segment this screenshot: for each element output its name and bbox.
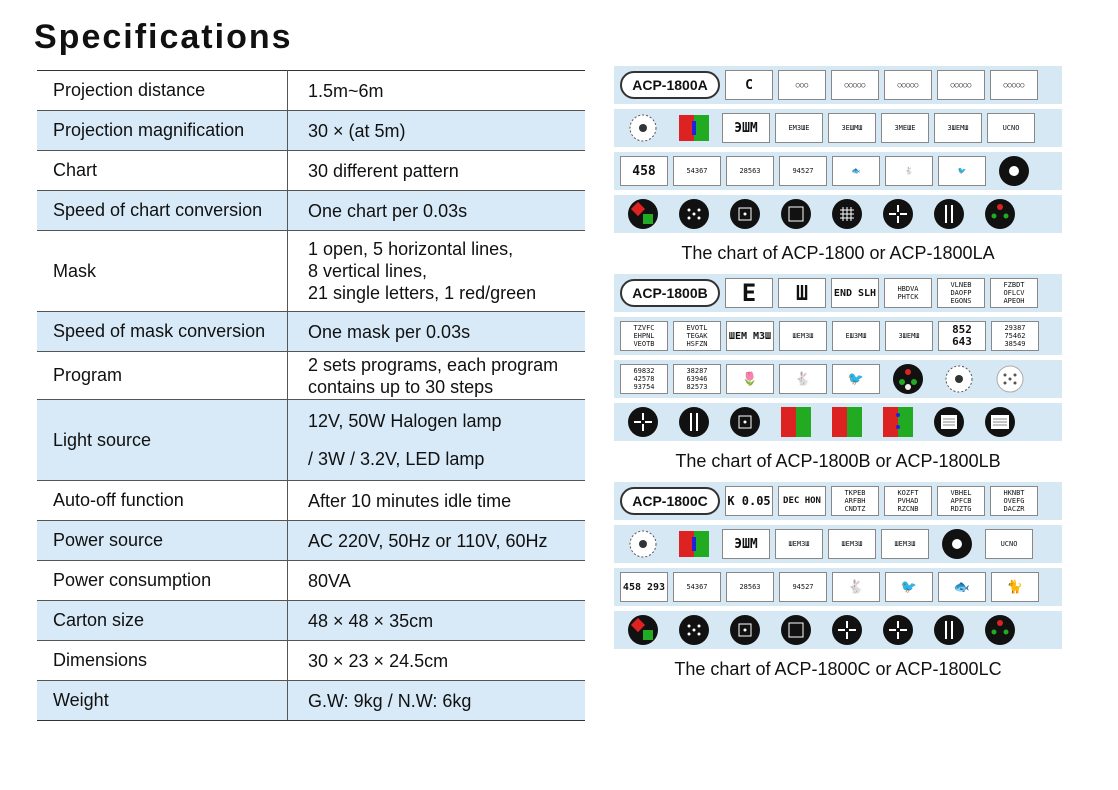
spec-value bbox=[288, 561, 586, 601]
grid-icon bbox=[830, 197, 864, 231]
spec-label: Power consumption bbox=[37, 561, 288, 601]
worth-four-dot-icon bbox=[626, 197, 660, 231]
chart-tile: 🐈 bbox=[991, 572, 1039, 602]
worth-four-dot-icon bbox=[626, 613, 660, 647]
chart-tile: ШЕМ МЗШ bbox=[726, 321, 774, 351]
spec-value-line: 2 sets programs, each program bbox=[308, 354, 559, 375]
chart-tile: 458 293 bbox=[620, 572, 668, 602]
vertical-lines-icon bbox=[677, 405, 711, 439]
spec-label: Light source bbox=[37, 400, 288, 481]
red-green-icon bbox=[830, 405, 864, 439]
mask-strip bbox=[614, 195, 1062, 233]
spec-row bbox=[37, 191, 585, 231]
spec-row bbox=[37, 561, 585, 601]
chart-tile: 🐟 bbox=[832, 156, 880, 186]
chart-tile: UCNO bbox=[985, 529, 1033, 559]
spec-row bbox=[37, 231, 585, 312]
chart-strip bbox=[614, 568, 1062, 606]
spec-label: Auto-off function bbox=[37, 481, 288, 521]
spec-label: Program bbox=[37, 352, 288, 400]
radial-chart-icon bbox=[626, 111, 660, 145]
chart-tile: ○○○ bbox=[778, 70, 826, 100]
spec-label: Power source bbox=[37, 521, 288, 561]
chart-strip bbox=[614, 109, 1062, 147]
chart-tile: 94527 bbox=[779, 156, 827, 186]
spec-value bbox=[288, 681, 586, 721]
chart-tile: Ш bbox=[778, 278, 826, 308]
spec-row bbox=[37, 641, 585, 681]
black-dot-icon bbox=[997, 154, 1031, 188]
chart-tile: 🐦 bbox=[832, 364, 880, 394]
chart-strip bbox=[614, 360, 1062, 398]
spec-row bbox=[37, 111, 585, 151]
spec-value-line: / 3W / 3.2V, LED lamp bbox=[308, 449, 485, 469]
spec-value-line: 21 single letters, 1 red/green bbox=[308, 283, 537, 303]
chart-strip bbox=[614, 152, 1062, 190]
chart-tile: K 0.05 bbox=[725, 486, 773, 516]
spec-value-line: One chart per 0.03s bbox=[308, 200, 468, 221]
chart-strip bbox=[614, 525, 1062, 563]
chart-tile: ШЕМЗШ bbox=[881, 529, 929, 559]
spec-label: Weight bbox=[37, 681, 288, 721]
dot-pattern-icon bbox=[677, 613, 711, 647]
spec-label: Speed of chart conversion bbox=[37, 191, 288, 231]
chart-tile: DEC HON bbox=[778, 486, 826, 516]
chart-tile: 38287 63946 82573 bbox=[673, 364, 721, 394]
chart-tile: HBDVA PHTCK bbox=[884, 278, 932, 308]
mask-strip bbox=[614, 611, 1062, 649]
spec-value bbox=[288, 191, 586, 231]
spec-value bbox=[288, 71, 586, 111]
chart-tile: FZBDT OFLCV APEOH bbox=[990, 278, 1038, 308]
radial-chart-icon bbox=[626, 527, 660, 561]
chart-tile: 54367 bbox=[673, 572, 721, 602]
spec-value-line: 8 vertical lines, bbox=[308, 261, 428, 281]
chart-tile: 94527 bbox=[779, 572, 827, 602]
specifications-table bbox=[37, 70, 585, 721]
square-target-icon bbox=[728, 613, 762, 647]
chart-tile: ЭШМ bbox=[722, 113, 770, 143]
chart-tile: E bbox=[725, 278, 773, 308]
chart-tile: ШЕМЗШ bbox=[775, 529, 823, 559]
chart-tile: ШЕМЗШ bbox=[828, 529, 876, 559]
radial-chart-icon bbox=[942, 362, 976, 396]
chart-tile: ЭШМ bbox=[722, 529, 770, 559]
spec-value bbox=[288, 352, 586, 400]
chart-tile: ЗЕШМШ bbox=[828, 113, 876, 143]
model-label: ACP-1800C bbox=[620, 487, 720, 515]
spec-value-line: G.W: 9kg / N.W: 6kg bbox=[308, 690, 472, 711]
chart-tile: 🐦 bbox=[885, 572, 933, 602]
chart-tile: VLNEB DAOFP EGONS bbox=[937, 278, 985, 308]
spec-row bbox=[37, 481, 585, 521]
vertical-lines-icon bbox=[932, 613, 966, 647]
red-green-icon bbox=[881, 405, 915, 439]
chart-tile: C bbox=[725, 70, 773, 100]
chart-caption: The chart of ACP-1800 or ACP-1800LA bbox=[681, 243, 995, 263]
spec-label: Carton size bbox=[37, 601, 288, 641]
red-green-icon bbox=[677, 527, 711, 561]
chart-tile: ○○○○○ bbox=[990, 70, 1038, 100]
spec-row bbox=[37, 71, 585, 111]
chart-tile: ЗШЕМШ bbox=[885, 321, 933, 351]
chart-tile: ШЕМЗШ bbox=[779, 321, 827, 351]
chart-tile: 29387 75462 38549 bbox=[991, 321, 1039, 351]
chart-strip bbox=[614, 317, 1062, 355]
chart-tile: 28563 bbox=[726, 156, 774, 186]
chart-panels bbox=[614, 66, 1062, 690]
spec-value bbox=[288, 481, 586, 521]
chart-tile: ЕШЗМШ bbox=[832, 321, 880, 351]
spec-label: Projection magnification bbox=[37, 111, 288, 151]
color-cross-icon bbox=[983, 197, 1017, 231]
spec-label: Mask bbox=[37, 231, 288, 312]
spec-value-line: 12V, 50W Halogen lamp bbox=[308, 411, 502, 431]
spec-row bbox=[37, 352, 585, 400]
spec-value bbox=[288, 601, 586, 641]
spec-row bbox=[37, 521, 585, 561]
square-target-icon bbox=[728, 405, 762, 439]
chart-tile: HKNBT OVEFG DACZR bbox=[990, 486, 1038, 516]
model-label: ACP-1800B bbox=[620, 279, 720, 307]
mask-strip bbox=[614, 403, 1062, 441]
text-mask-icon bbox=[983, 405, 1017, 439]
chart-tile: ○○○○○ bbox=[937, 70, 985, 100]
spec-value-line: 30 different pattern bbox=[308, 160, 459, 181]
cross-icon bbox=[626, 405, 660, 439]
spec-label: Speed of mask conversion bbox=[37, 312, 288, 352]
spec-value bbox=[288, 400, 586, 481]
spec-value-line: 80VA bbox=[308, 570, 351, 591]
spec-value-line: After 10 minutes idle time bbox=[308, 490, 512, 511]
spec-value bbox=[288, 111, 586, 151]
spec-row bbox=[37, 151, 585, 191]
cross-icon bbox=[881, 197, 915, 231]
spec-value bbox=[288, 312, 586, 352]
chart-caption: The chart of ACP-1800B or ACP-1800LB bbox=[675, 451, 1001, 471]
spec-value-line: contains up to 30 steps bbox=[308, 376, 494, 397]
chart-tile: 458 bbox=[620, 156, 668, 186]
cross-icon bbox=[830, 613, 864, 647]
square-target-icon bbox=[728, 197, 762, 231]
spec-value bbox=[288, 231, 586, 312]
spec-value-line: AC 220V, 50Hz or 110V, 60Hz bbox=[308, 530, 548, 551]
red-green-icon bbox=[677, 111, 711, 145]
spec-label: Projection distance bbox=[37, 71, 288, 111]
spec-value bbox=[288, 641, 586, 681]
worth-four-dot-icon bbox=[891, 362, 925, 396]
spec-value-line: 30 × (at 5m) bbox=[308, 120, 406, 141]
spec-row bbox=[37, 400, 585, 481]
chart-caption: The chart of ACP-1800C or ACP-1800LC bbox=[674, 659, 1002, 679]
text-mask-icon bbox=[932, 405, 966, 439]
chart-tile: ○○○○○ bbox=[884, 70, 932, 100]
chart-tile: 🐦 bbox=[938, 156, 986, 186]
dot-pattern-icon bbox=[677, 197, 711, 231]
chart-tile: EVOTL TEGAK HSFZN bbox=[673, 321, 721, 351]
spec-value bbox=[288, 151, 586, 191]
chart-tile: 🐇 bbox=[832, 572, 880, 602]
chart-tile: 🐇 bbox=[779, 364, 827, 394]
chart-tile: TZVFC EHPNL VEOTB bbox=[620, 321, 668, 351]
chart-strip bbox=[614, 482, 1062, 520]
chart-tile: 28563 bbox=[726, 572, 774, 602]
chart-strip bbox=[614, 274, 1062, 312]
chart-tile: ЗШЕМШ bbox=[934, 113, 982, 143]
spec-value-line: 48 × 48 × 35cm bbox=[308, 610, 434, 631]
cross-icon bbox=[881, 613, 915, 647]
chart-tile: UCNO bbox=[987, 113, 1035, 143]
chart-tile: TKPEB ARFBH CNDTZ bbox=[831, 486, 879, 516]
square-target-icon bbox=[779, 613, 813, 647]
spec-row bbox=[37, 312, 585, 352]
spec-row bbox=[37, 681, 585, 721]
chart-tile: 🌷 bbox=[726, 364, 774, 394]
spec-label: Dimensions bbox=[37, 641, 288, 681]
spec-value-line: 1.5m~6m bbox=[308, 80, 384, 101]
page-title: Specifications bbox=[34, 18, 293, 56]
vertical-lines-icon bbox=[932, 197, 966, 231]
chart-tile: ЕМЗШЕ bbox=[775, 113, 823, 143]
chart-tile: 69832 42578 93754 bbox=[620, 364, 668, 394]
chart-tile: 54367 bbox=[673, 156, 721, 186]
chart-strip bbox=[614, 66, 1062, 104]
spec-label: Chart bbox=[37, 151, 288, 191]
spec-row bbox=[37, 601, 585, 641]
red-green-icon bbox=[779, 405, 813, 439]
chart-tile: KOZFT PVHAD RZCNB bbox=[884, 486, 932, 516]
chart-tile: END SLH bbox=[831, 278, 879, 308]
spec-value-line: 1 open, 5 horizontal lines, bbox=[308, 239, 514, 259]
chart-tile: ○○○○○ bbox=[831, 70, 879, 100]
black-dot-icon bbox=[940, 527, 974, 561]
spec-value-line: One mask per 0.03s bbox=[308, 321, 471, 342]
chart-tile: ЗМЕШЕ bbox=[881, 113, 929, 143]
dot-pattern-icon bbox=[993, 362, 1027, 396]
chart-tile: 🐇 bbox=[885, 156, 933, 186]
chart-tile: 852 643 bbox=[938, 321, 986, 351]
spec-value-line: 30 × 23 × 24.5cm bbox=[308, 650, 449, 671]
square-target-icon bbox=[779, 197, 813, 231]
model-label: ACP-1800A bbox=[620, 71, 720, 99]
spec-value bbox=[288, 521, 586, 561]
chart-tile: 🐟 bbox=[938, 572, 986, 602]
chart-tile: VBHEL APFCB RDZTG bbox=[937, 486, 985, 516]
color-cross-icon bbox=[983, 613, 1017, 647]
